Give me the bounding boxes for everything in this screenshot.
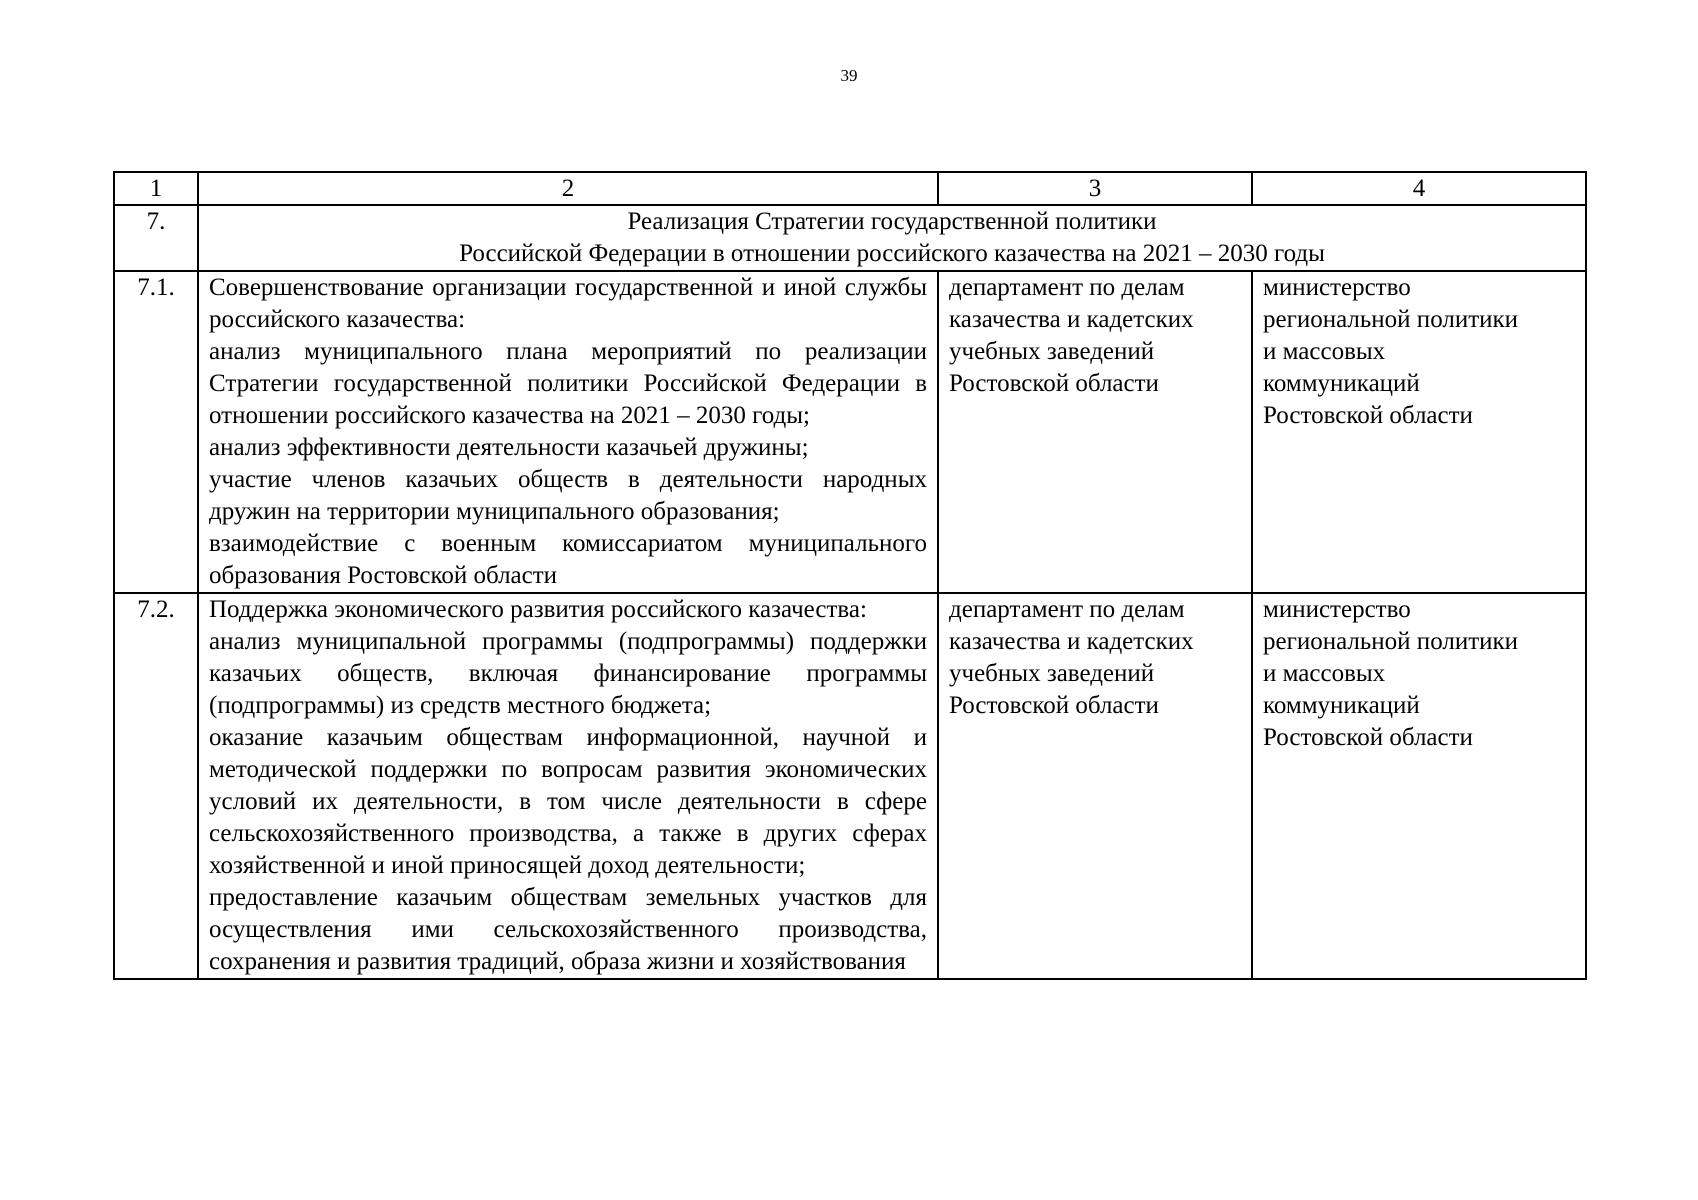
- measure-paragraph: Совершенствование организации государственной и иной службы российского казачества:: [209, 274, 927, 333]
- table-row: [114, 271, 1586, 593]
- column-number-1: 1: [114, 172, 198, 205]
- column-number-row: [114, 172, 1586, 205]
- executor-cell: [938, 593, 1252, 979]
- measure-paragraph: предоставление казачьим обществам земельных участков для осуществления ими сельскохозяйственного производства, сохранения и развития традиций, образа жизни и хозяйствования: [209, 884, 927, 975]
- measure-paragraph: анализ муниципального плана мероприятий по реализации Стратегии государственной политики Российской Федерации в отношении российского казачества на 2021 – 2030 годы;: [209, 338, 927, 429]
- table-row: [114, 593, 1586, 979]
- section-title: [198, 205, 1586, 271]
- measure-paragraph: анализ муниципальной программы (подпрограммы) поддержки казачьих обществ, включая финансирование программы (подпрограммы) из средств местного бюджета;: [209, 628, 927, 719]
- section-number: 7.: [114, 205, 198, 271]
- row-number: 7.1.: [114, 271, 198, 593]
- executor-text: департамент по делам казачества и кадетских учебных заведений Ростовской области: [949, 596, 1194, 719]
- coexecutor-text: министерство региональной политики и массовых коммуникаций Ростовской области: [1263, 596, 1519, 751]
- column-number-3: 3: [938, 172, 1252, 205]
- section-title-line-2: Российской Федерации в отношении российского казачества на 2021 – 2030 годы: [459, 240, 1325, 267]
- measure-paragraph: участие членов казачьих обществ в деятельности народных дружин на территории муниципального образования;: [209, 466, 927, 525]
- row-number: 7.2.: [114, 593, 198, 979]
- measures-table: [113, 171, 1587, 980]
- column-number-2: 2: [198, 172, 938, 205]
- measure-paragraph: Поддержка экономического развития российского казачества:: [209, 596, 867, 623]
- executor-text: департамент по делам казачества и кадетских учебных заведений Ростовской области: [949, 274, 1194, 397]
- section-title-line-1: Реализация Стратегии государственной политики: [627, 208, 1157, 235]
- measure-paragraph: оказание казачьим обществам информационной, научной и методической поддержки по вопросам развития экономических условий их деятельности, в том числе деятельности в сфере сельскохозяйственного производства, а также в других сферах хозяйственной и иной приносящей доход деятельности;: [209, 724, 927, 879]
- coexecutor-cell: [1252, 593, 1586, 979]
- measure-description: [198, 593, 938, 979]
- measure-paragraph: взаимодействие с военным комиссариатом муниципального образования Ростовской области: [209, 530, 927, 589]
- coexecutor-cell: [1252, 271, 1586, 593]
- coexecutor-text: министерство региональной политики и массовых коммуникаций Ростовской области: [1263, 274, 1519, 429]
- page-number: 39: [840, 66, 858, 85]
- column-number-4: 4: [1252, 172, 1586, 205]
- section-row: [114, 205, 1586, 271]
- executor-cell: [938, 271, 1252, 593]
- measure-paragraph: анализ эффективности деятельности казачьей дружины;: [209, 434, 809, 461]
- measure-description: [198, 271, 938, 593]
